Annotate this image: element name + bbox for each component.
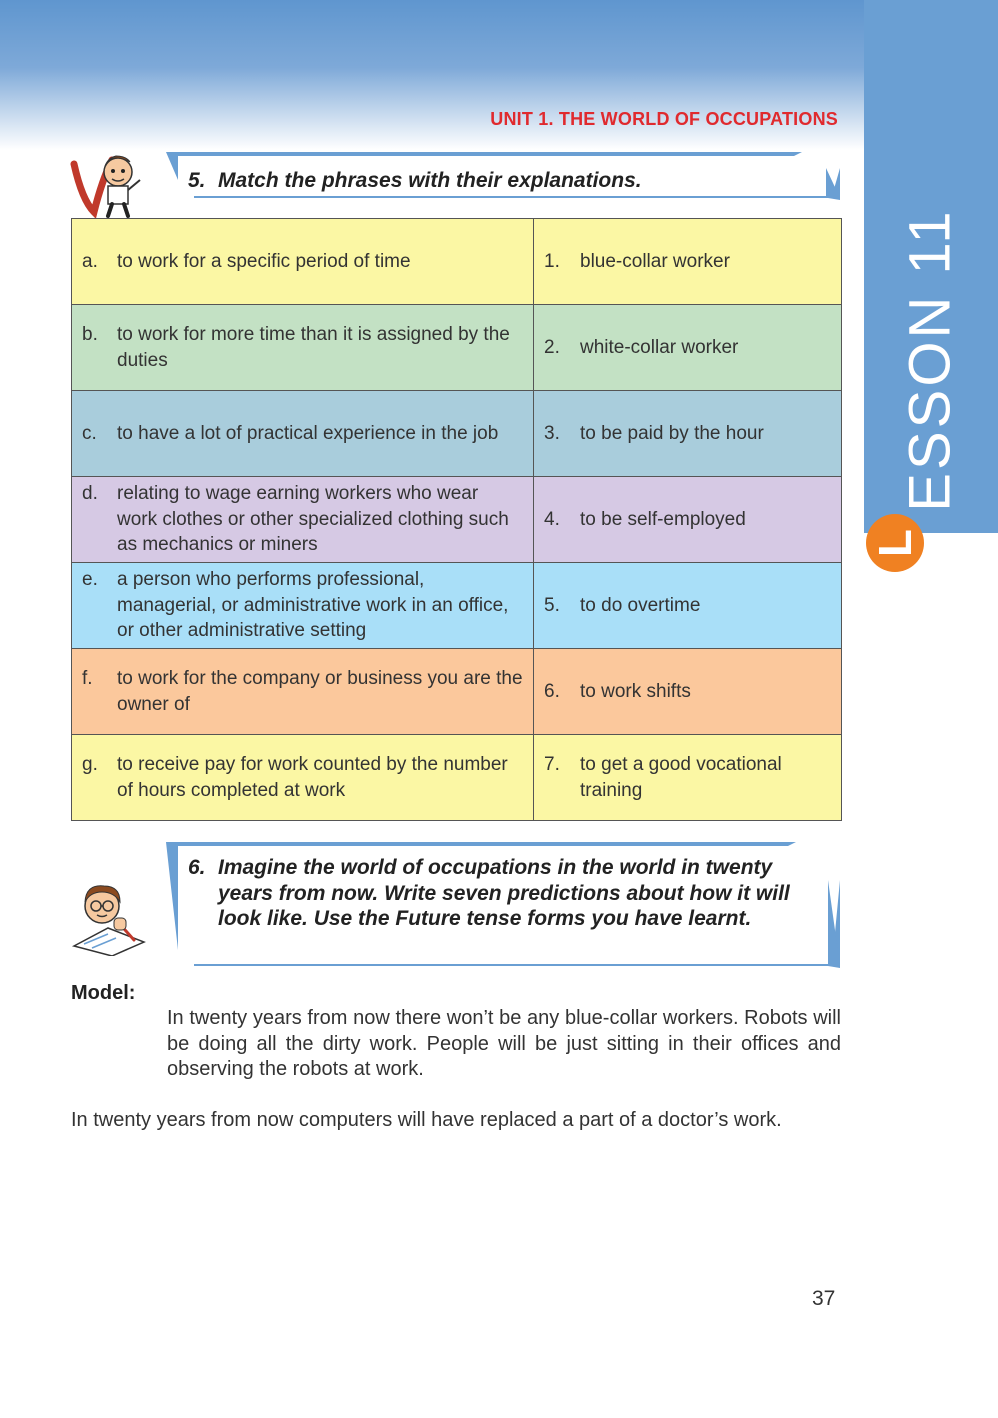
term-cell (534, 649, 842, 735)
phrase-cell (72, 219, 534, 305)
page-number: 37 (812, 1287, 836, 1310)
phrase-text: to receive pay for work counted by the number of hours completed at work (117, 754, 508, 801)
phrase-letter: d. (82, 483, 98, 505)
term-number: 5. (544, 594, 560, 616)
term-text: to work shifts (580, 680, 691, 702)
unit-title: UNIT 1. THE WORLD OF OCCUPATIONS (490, 109, 838, 129)
lesson-letter: L (869, 528, 921, 558)
v-letter-boy-icon (68, 150, 148, 218)
writing-boy-icon (68, 878, 148, 956)
term-text: white-collar worker (580, 336, 739, 358)
task6-instruction: 6. Imagine the world of occupations in the world in twenty years from now. Write seven predictions about how it will look like. Use the Future tense forms you have learnt. (188, 856, 790, 930)
table-row (72, 477, 842, 563)
phrase-letter: a. (82, 250, 98, 272)
term-cell (534, 305, 842, 391)
term-text: blue-collar worker (580, 250, 730, 272)
term-cell (534, 477, 842, 563)
example-sentence: In twenty years from now computers will have replaced a part of a doctor’s work. (71, 1109, 782, 1131)
lesson-label: ESSON 11 (897, 208, 963, 512)
phrase-cell (72, 563, 534, 649)
term-cell (534, 391, 842, 477)
phrase-text: to work for a specific period of time (117, 250, 411, 272)
model-text: In twenty years from now there won’t be any blue-collar workers. Robots will be doing all the dirty work. People will be just sitting in their offices and observing the robots at work. (167, 1007, 841, 1080)
term-text: to be paid by the hour (580, 422, 764, 444)
phrase-letter: c. (82, 422, 97, 444)
table-row (72, 305, 842, 391)
table-row (72, 735, 842, 821)
term-number: 1. (544, 250, 560, 272)
lesson-letter-circle (866, 514, 924, 572)
term-number: 2. (544, 336, 560, 358)
term-text: to be self-employed (580, 508, 746, 530)
term-text: to get a good vocational training (580, 754, 782, 801)
term-number: 4. (544, 508, 560, 530)
phrase-cell (72, 477, 534, 563)
task6-number: 6. (188, 856, 206, 879)
term-number: 6. (544, 680, 560, 702)
phrase-text: to work for the company or business you are the owner of (117, 668, 523, 715)
model-label: Model: (71, 982, 136, 1004)
term-text: to do overtime (580, 594, 701, 616)
term-number: 3. (544, 422, 560, 444)
phrase-cell (72, 305, 534, 391)
table-row (72, 649, 842, 735)
phrase-text: to have a lot of practical experience in the job (117, 422, 499, 444)
table-row (72, 563, 842, 649)
term-cell (534, 219, 842, 305)
phrase-letter: f. (82, 668, 93, 689)
phrase-text: a person who performs professional, managerial, or administrative work in an office, or other administrative setting (117, 569, 509, 642)
table-row (72, 219, 842, 305)
phrase-text: to work for more time than it is assigned by the duties (117, 324, 510, 371)
phrase-text: relating to wage earning workers who wear work clothes or other specialized clothing such as mechanics or miners (117, 483, 509, 556)
phrase-letter: b. (82, 324, 98, 345)
task5-instruction: 5. Match the phrases with their explanations. (188, 169, 642, 192)
phrase-cell (72, 391, 534, 477)
phrase-letter: g. (82, 754, 98, 775)
phrase-cell (72, 735, 534, 821)
phrase-letter: e. (82, 569, 98, 591)
term-cell (534, 735, 842, 821)
term-number: 7. (544, 754, 560, 775)
matching-table (71, 218, 842, 821)
table-row (72, 391, 842, 477)
term-cell (534, 563, 842, 649)
phrase-cell (72, 649, 534, 735)
task5-number: 5. (188, 169, 206, 192)
